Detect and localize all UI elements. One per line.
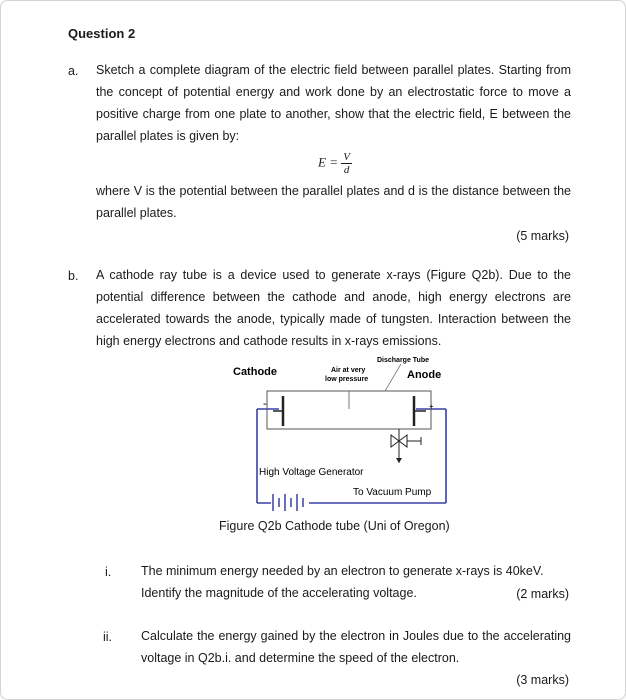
- part-a-line: parallel plates is given by:: [96, 129, 240, 143]
- vacuum-pump-label: To Vacuum Pump: [353, 487, 432, 498]
- sub-ii-text: [141, 625, 571, 669]
- valve-icon: [391, 429, 421, 463]
- part-b-line: A cathode ray tube is a device used to generate x-rays (Figure Q2b). Due to the: [96, 268, 571, 282]
- anode-plus-sign: +: [429, 402, 434, 411]
- formula-numerator: V: [343, 151, 350, 163]
- formula-lhs: E =: [318, 154, 338, 170]
- battery-icon: [271, 491, 309, 513]
- part-a-line2: parallel plates.: [96, 206, 177, 220]
- sub-ii-line: Calculate the energy gained by the electron in Joules due to the accelerating: [141, 629, 571, 643]
- sub-i-label: i.: [105, 565, 112, 579]
- formula-fraction: [341, 151, 352, 176]
- part-b-label: b.: [68, 269, 79, 283]
- cathode-minus-sign: -: [263, 398, 267, 410]
- air-pressure-label-1: Air at very: [331, 367, 366, 374]
- discharge-leader-line: [385, 364, 401, 391]
- part-a-marks: (5 marks): [516, 229, 569, 243]
- sub-ii-line: voltage in Q2b.i. and determine the speed of the electron.: [141, 651, 460, 665]
- anode-plate: [414, 396, 426, 426]
- sub-i-line: The minimum energy needed by an electron to generate x-rays is 40keV.: [141, 564, 544, 578]
- part-a-label: a.: [68, 64, 79, 78]
- formula-denominator: d: [343, 164, 350, 176]
- question-title: Question 2: [68, 26, 136, 41]
- sub-ii-marks: (3 marks): [516, 673, 569, 687]
- part-b-line: high energy electrons and cathode results in x-rays emissions.: [96, 334, 442, 348]
- part-a-line: positive charge from one plate to another, show that the electric field, E between the: [96, 107, 571, 121]
- part-a-line: Sketch a complete diagram of the electric field between parallel plates. Starting from: [96, 63, 571, 77]
- hv-generator-label: High Voltage Generator: [259, 467, 364, 478]
- part-b-line: potential difference between the cathode and anode, high energy electrons are: [96, 290, 571, 304]
- anode-label: Anode: [407, 369, 442, 381]
- part-a-line: the concept of potential energy and work done by an electrostatic force to move a: [96, 85, 571, 99]
- sub-ii-label: ii.: [103, 630, 113, 644]
- discharge-tube-label: Discharge Tube: [377, 357, 429, 364]
- cathode-tube-figure: [201, 351, 481, 513]
- part-a-text-2: [96, 180, 571, 224]
- part-b-text: [96, 264, 571, 352]
- air-pressure-label-2: low pressure: [325, 376, 369, 383]
- cathode-label: Cathode: [233, 366, 277, 378]
- part-b-line: accelerated towards the anode, typically made of tungsten. Interaction between the: [96, 312, 571, 326]
- sub-i-marks: (2 marks): [516, 587, 569, 601]
- sub-i-line: Identify the magnitude of the accelerating voltage.: [141, 586, 417, 600]
- pump-arrow-icon: [396, 458, 402, 463]
- cathode-plate: [273, 396, 283, 426]
- formula-e-equals-v-over-d: [318, 151, 352, 176]
- part-a-line2: where V is the potential between the parallel plates and d is the distance between the: [96, 184, 571, 198]
- figure-caption: Figure Q2b Cathode tube (Uni of Oregon): [219, 519, 450, 533]
- part-a-text: [96, 59, 571, 147]
- sub-i-text: [141, 560, 571, 604]
